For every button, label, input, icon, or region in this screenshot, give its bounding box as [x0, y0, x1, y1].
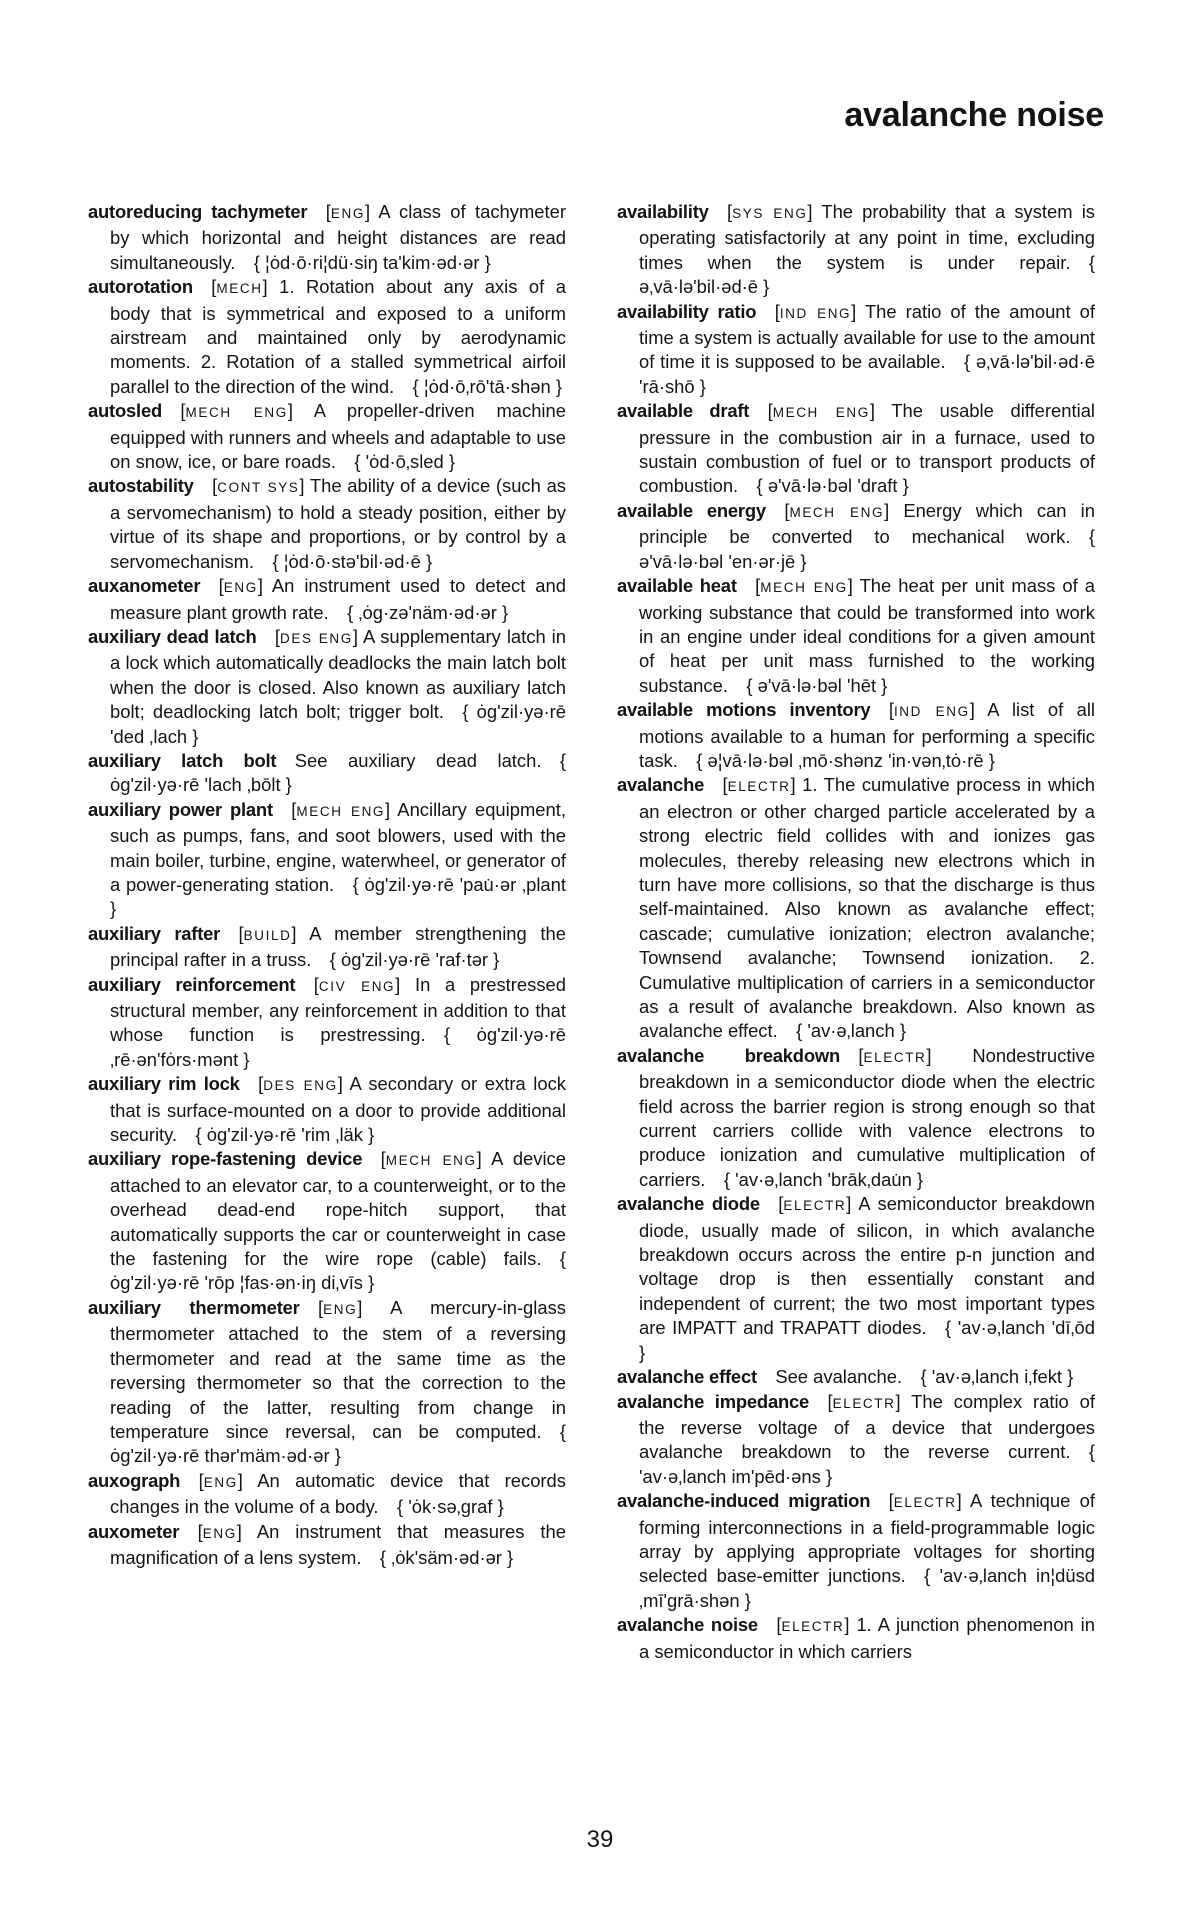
dictionary-entry: auxanometer [ENG] An instrument used to detect and measure plant growth rate. { ‚ȯg·zə'näm·əd·ər } — [88, 575, 566, 623]
entry-definition: A propeller-driven machine equipped with runners and wheels and adaptable to use on snow, ice, or bare roads. — [110, 400, 567, 473]
dictionary-entry: avalanche [ELECTR] 1. The cumulative process in which an electron or other charged particle accelerated by a strong electric field collides with and ionizes gas molecules, thereby releasing new electrons which in turn have more collisions, so that the discharge is thus self-maintained. Also known as avalanche effect; cascade; cumulative ionization; electron avalanche; Townsend avalanche; Townsend ionization. 2. Cumulative multiplication of carriers in a semiconductor as a result of avalanche breakdown. Also known as avalanche effect. { 'av·ə‚lanch } — [617, 774, 1095, 1042]
dictionary-entry: autorotation [MECH] 1. Rotation about any axis of a body that is symmetrical and exposed to a uniform airstream and maintained only by aerodynamic moments. 2. Rotation of a stalled symmetrical airfoil parallel to the direction of the wind. { ¦ȯd·ō‚rō'tā·shən } — [88, 276, 566, 397]
entry-pronunciation: 'av·ə‚lanch in¦düsd ‚mī'grā·shən — [639, 1565, 1095, 1611]
entry-definition: The complex ratio of the reverse voltage of a device that undergoes avalanche breakdown to the reverse current. — [639, 1390, 1095, 1463]
entry-definition: 1. A junction phenomenon in a semiconductor in which carriers — [639, 1614, 1095, 1662]
entry-pronunciation: ə'vā·lə·bəl 'en·ər·jē — [639, 550, 796, 572]
entry-pronunciation: ¦ȯd·ō·ri¦dü·siŋ ta'kim·əd·ər — [265, 251, 480, 273]
entry-pronunciation: 'av·ə‚lanch im'pēd·əns — [639, 1465, 821, 1487]
entry-headword: avalanche — [617, 774, 705, 796]
entry-field: CIV ENG — [318, 978, 396, 994]
entry-headword: available draft — [617, 400, 750, 422]
entry-definition: 1. Rotation about any axis of a body that is symmetrical and exposed to a uniform airstream and maintained only by aerodynamic moments. 2. Rotation of a stalled symmetrical airfoil parallel to the direction of the wind. — [110, 276, 566, 397]
dictionary-entry: auxiliary latch bolt See auxiliary dead latch. { ȯg'zil·yə·rē 'lach ‚bōlt } — [88, 749, 566, 796]
entry-pronunciation: ȯg'zil·yə·rē 'raf·tər — [341, 949, 489, 971]
entry-definition: A class of tachymeter by which horizontal and height distances are read simultaneously. — [110, 201, 566, 273]
entry-definition: An instrument used to detect and measure plant growth rate. — [110, 575, 566, 623]
entry-field: IND ENG — [893, 704, 970, 720]
entry-headword: autosled — [88, 400, 163, 422]
entry-pronunciation: ¦ȯd·ō‚rō'tā·shən — [423, 375, 551, 397]
entry-field: ELECTR — [832, 1395, 896, 1411]
entry-headword: auxometer — [88, 1520, 180, 1542]
entry-pronunciation: 'ȯd·ō‚sled — [365, 451, 444, 473]
entry-pronunciation: 'av·ə‚lanch 'dī‚ōd — [957, 1317, 1095, 1339]
entry-definition: Energy which can in principle be converted to mechanical work. — [639, 499, 1095, 548]
entry-headword: avalanche noise — [617, 1614, 758, 1636]
dictionary-entry: auxiliary dead latch [DES ENG] A supplementary latch in a lock which automatically deadlocks the main latch bolt when the door is closed. Also known as auxiliary latch bolt; deadlocking latch bolt; trigger bolt. { ȯg'zil·yə·rē 'ded ‚lach } — [88, 625, 566, 747]
entry-headword: autostability — [88, 475, 194, 497]
entry-pronunciation: ȯg'zil·yə·rē ‚rē·ən'fȯrs·mənt — [110, 1024, 566, 1070]
entry-headword: avalanche-induced migration — [617, 1490, 871, 1512]
entry-definition: A supplementary latch in a lock which automatically deadlocks the main latch bolt when the door is closed. Also known as auxiliary latch bolt; deadlocking latch bolt; trigger bolt. — [110, 625, 566, 723]
entry-headword: avalanche impedance — [617, 1390, 810, 1412]
right-column — [617, 200, 1095, 1664]
left-column — [88, 200, 566, 1570]
entry-field: MECH ENG — [185, 405, 288, 421]
dictionary-entry: auxiliary power plant [MECH ENG] Ancillary equipment, such as pumps, fans, and soot blowers, used with the main boiler, turbine, engine, waterwheel, or generator of a power-generating station. { ȯg'zil·yə·rē 'pau̇·ər ‚plant } — [88, 798, 566, 920]
entry-headword: auxiliary dead latch — [88, 625, 257, 647]
entry-field: MECH ENG — [296, 803, 386, 819]
entry-pronunciation: 'av·ə‚lanch — [807, 1020, 895, 1042]
entry-headword: auxiliary latch bolt — [88, 749, 277, 771]
dictionary-entry: avalanche noise [ELECTR] 1. A junction phenomenon in a semiconductor in which carriers — [617, 1614, 1095, 1662]
entry-definition: Nondestructive breakdown in a semiconductor diode when the electric field across the barrier region is strong enough so that current carriers collide with valence electrons to produce ionization and cumulative multiplication of carriers. — [639, 1044, 1095, 1190]
entry-definition: A secondary or extra lock that is surface-mounted on a door to provide additional security. — [110, 1073, 567, 1146]
entry-pronunciation: ȯg'zil·yə·rē 'rōp ¦fas·ən·iŋ di‚vīs — [110, 1272, 364, 1294]
entry-pronunciation: ȯg'zil·yə·rē 'lach ‚bōlt — [110, 774, 281, 796]
entry-headword: availability ratio — [617, 300, 757, 322]
entry-pronunciation: ȯg'zil·yə·rē 'pau̇·ər ‚plant — [364, 873, 566, 895]
entry-definition: A technique of forming interconnections in a field-programmable logic array by applying appropriate voltages for shorting selected base-emitter junctions. — [639, 1490, 1095, 1587]
entry-pronunciation: ə¦vā·lə·bəl ‚mō·shənz 'in·vən‚tȯ·rē — [707, 749, 984, 771]
entry-headword: auxiliary rim lock — [88, 1073, 240, 1095]
entry-pronunciation: ə‚vā·lə'bil·əd·ē — [639, 276, 759, 298]
entry-headword: avalanche diode — [617, 1193, 760, 1215]
entry-field: SYS ENG — [732, 206, 808, 221]
entry-field: ENG — [323, 1301, 358, 1317]
dictionary-entry: auxiliary rope-fastening device [MECH ENG] A device attached to an elevator car, to a counterweight, or to the overhead dead-end rope-hitch support, that automatically supports the car or counterweight in case the fastening for the wire rope (cable) fails. { ȯg'zil·yə·rē 'rōp ¦fas·ən·iŋ di‚vīs } — [88, 1148, 566, 1294]
entry-headword: avalanche effect — [617, 1366, 757, 1388]
entry-definition: See auxiliary dead latch. — [294, 749, 542, 771]
entry-field: ELECTR — [727, 779, 791, 795]
dictionary-entry: auxiliary rafter [BUILD] A member strengthening the principal rafter in a truss. { ȯg'zil·yə·rē 'raf·tər } — [88, 922, 566, 971]
dictionary-entry: auxiliary reinforcement [CIV ENG] In a prestressed structural member, any reinforcement in addition to that whose function is prestressing. { ȯg'zil·yə·rē ‚rē·ən'fȯrs·mənt } — [88, 973, 566, 1070]
entry-definition: A member strengthening the principal rafter in a truss. — [110, 922, 566, 971]
entry-pronunciation: 'ȯk·sə‚graf — [408, 1496, 493, 1518]
entry-field: ENG — [223, 580, 258, 596]
entry-headword: auxiliary rafter — [88, 922, 221, 944]
entry-headword: auxiliary rope-fastening device — [88, 1148, 363, 1170]
entry-pronunciation: ə'vā·lə·bəl 'draft — [767, 475, 898, 497]
entry-field: MECH ENG — [760, 580, 848, 596]
entry-pronunciation: ‚ȯk'säm·əd·ər — [391, 1546, 502, 1568]
entry-definition: The ability of a device (such as a servomechanism) to hold a steady position, either by virtue of its shape and proportions, or by control by a servomechanism. — [110, 475, 566, 572]
entry-headword: availability — [617, 201, 709, 222]
entry-pronunciation: ə'vā·lə·bəl 'hēt — [757, 674, 877, 696]
entry-field: MECH ENG — [385, 1153, 477, 1169]
entry-headword: auxograph — [88, 1469, 181, 1491]
entry-definition: The heat per unit mass of a working substance that could be transformed into work in an engine under ideal conditions for a given amount of heat per unit mass furnished to the working substance. — [639, 575, 1095, 696]
dictionary-entry: auxometer [ENG] An instrument that measures the magnification of a lens system. { ‚ȯk'säm·əd·ər } — [88, 1520, 566, 1568]
dictionary-entry: avalanche diode [ELECTR] A semiconductor breakdown diode, usually made of silicon, in which avalanche breakdown occurs across the entire p-n junction and voltage drop is then essentially constant and independent of current; the two most important types are IMPATT and TRAPATT diodes. { 'av·ə‚lanch 'dī‚ōd } — [617, 1193, 1095, 1363]
entry-field: BUILD — [243, 927, 292, 943]
entry-pronunciation: ȯg'zil·yə·rē thər'mäm·əd·ər — [110, 1445, 330, 1467]
entry-field: IND ENG — [779, 305, 852, 321]
entry-headword: auxiliary thermometer — [88, 1296, 300, 1318]
dictionary-entry: auxiliary rim lock [DES ENG] A secondary or extra lock that is surface-mounted on a door to provide additional security. { ȯg'zil·yə·rē 'rim ‚läk } — [88, 1073, 567, 1146]
entry-pronunciation: ə‚vā·lə'bil·əd·ē 'rā·shō — [639, 351, 1095, 397]
entry-field: ELECTR — [781, 1619, 845, 1635]
dictionary-entry: availability ratio [IND ENG] The ratio of the amount of time a system is actually available for use to the amount of time it is supposed to be available. { ə‚vā·lə'bil·əd·ē 'rā·shō } — [617, 300, 1095, 397]
entry-headword: auxanometer — [88, 575, 201, 597]
entry-headword: auxiliary power plant — [88, 798, 273, 820]
entry-headword: avalanche breakdown — [617, 1044, 841, 1066]
entry-definition: Ancillary equipment, such as pumps, fans, and soot blowers, used with the main boiler, turbine, engine, waterwheel, or generator of a power-generating station. — [110, 798, 566, 895]
dictionary-entry: auxiliary thermometer [ENG] A mercury-in-glass thermometer attached to the stem of a reversing thermometer and read at the same time as the reversing thermometer so that the correction to the reading of the latter, resulting from change in temperature since reversal, can be computed. { ȯg'zil·yə·rē thər'mäm·əd·ər } — [88, 1296, 566, 1467]
entry-definition: A mercury-in-glass thermometer attached to the stem of a reversing thermometer and read at the same time as the reversing thermometer so that the correction to the reading of the latter, resulting from change in temperature since reversal, can be computed. — [110, 1296, 566, 1442]
entry-definition: A device attached to an elevator car, to a counterweight, or to the overhead dead-end rope-hitch support, that automatically supports the car or counterweight in case the fastening for the wire rope (cable) fails. — [110, 1148, 566, 1270]
entry-field: ENG — [203, 1474, 238, 1490]
dictionary-entry: available heat [MECH ENG] The heat per unit mass of a working substance that could be transformed into work in an engine under ideal conditions for a given amount of heat per unit mass furnished to the working substance. { ə'vā·lə·bəl 'hēt } — [617, 575, 1095, 696]
entry-field: ENG — [202, 1525, 237, 1541]
entry-definition: The probability that a system is operating satisfactorily at any point in time, excluding times when the system is under repair. — [639, 201, 1095, 273]
entry-definition: The usable differential pressure in the combustion air in a furnace, used to sustain combustion of fuel or to transport products of combustion. — [639, 400, 1096, 497]
entry-field: CONT SYS — [217, 480, 300, 496]
entry-pronunciation: ȯg'zil·yə·rē 'rim ‚läk — [206, 1124, 363, 1146]
entry-pronunciation: ‚ȯg·zə'näm·əd·ər — [358, 601, 497, 623]
dictionary-entry: autoreducing tachymeter [ENG] A class of tachymeter by which horizontal and height distances are read simultaneously. { ¦ȯd·ō·ri¦dü·siŋ ta'kim·əd·ər } — [88, 201, 566, 273]
dictionary-entry: avalanche breakdown [ELECTR] Nondestructive breakdown in a semiconductor diode when the electric field across the barrier region is strong enough so that current carriers collide with valence electrons to produce ionization and cumulative multiplication of carriers. { 'av·ə‚lanch 'brāk‚dau̇n } — [617, 1044, 1095, 1190]
entry-field: MECH — [216, 281, 263, 297]
entry-definition: A list of all motions available to a human for performing a specific task. — [639, 699, 1095, 771]
entry-headword: autorotation — [88, 276, 193, 298]
dictionary-entry: available motions inventory [IND ENG] A list of all motions available to a human for performing a specific task. { ə¦vā·lə·bəl ‚mō·shənz 'in·vən‚tȯ·rē } — [617, 699, 1095, 771]
entry-pronunciation: ¦ȯd·ō·stə'bil·əd·ē — [283, 550, 421, 572]
entry-field: DES ENG — [280, 630, 353, 646]
entry-headword: available motions inventory — [617, 699, 871, 721]
entry-definition: An instrument that measures the magnification of a lens system. — [110, 1520, 566, 1568]
entry-definition: The ratio of the amount of time a system is actually available for use to the amount of time it is supposed to be available. — [639, 300, 1095, 373]
entry-field: ELECTR — [783, 1198, 847, 1214]
entry-pronunciation: 'av·ə‚lanch 'brāk‚dau̇n — [735, 1168, 912, 1190]
entry-field: ELECTR — [893, 1495, 957, 1511]
entry-headword: available energy — [617, 499, 766, 521]
entry-pronunciation: ȯg'zil·yə·rē 'ded ‚lach — [110, 701, 566, 747]
entry-field: ELECTR — [863, 1049, 927, 1065]
dictionary-entry: autostability [CONT SYS] The ability of a device (such as a servomechanism) to hold a steady position, either by virtue of its shape and proportions, or by control by a servomechanism. { ¦ȯd·ō·stə'bil·əd·ē } — [88, 475, 566, 572]
entry-headword: autoreducing tachymeter — [88, 201, 308, 222]
running-head: avalanche noise — [844, 96, 1104, 134]
dictionary-entry: autosled [MECH ENG] A propeller-driven machine equipped with runners and wheels and adaptable to use on snow, ice, or bare roads. { 'ȯd·ō‚sled } — [88, 400, 567, 473]
entry-definition: See avalanche. — [775, 1366, 903, 1388]
dictionary-entry: auxograph [ENG] An automatic device that records changes in the volume of a body. { 'ȯk·sə‚graf } — [88, 1469, 566, 1518]
dictionary-entry: avalanche-induced migration [ELECTR] A technique of forming interconnections in a field-programmable logic array by applying appropriate voltages for shorting selected base-emitter junctions. { 'av·ə‚lanch in¦düsd ‚mī'grā·shən } — [617, 1490, 1095, 1611]
entry-headword: auxiliary reinforcement — [88, 973, 296, 995]
entry-field: ENG — [330, 206, 365, 221]
page-number: 39 — [586, 1826, 614, 1853]
dictionary-entry: availability [SYS ENG] The probability that a system is operating satisfactorily at any point in time, excluding times when the system is under repair. { ə‚vā·lə'bil·əd·ē } — [617, 201, 1095, 298]
dictionary-entry: available energy [MECH ENG] Energy which can in principle be converted to mechanical work. { ə'vā·lə·bəl 'en·ər·jē } — [617, 499, 1095, 572]
entry-pronunciation: 'av·ə‚lanch i‚fekt — [931, 1366, 1063, 1388]
entry-definition: 1. The cumulative process in which an electron or other charged particle accelerated by a strong electric field collides with and ionizes gas molecules, thereby releasing new electrons which in turn have more collisions, so that the discharge is thus self-maintained. Also known as avalanche effect; cascade; cumulative ionization; electron avalanche; Townsend avalanche; Townsend ionization. 2. Cumulative multiplication of carriers in a semiconductor as a result of avalanche breakdown. Also known as avalanche effect. — [639, 774, 1095, 1042]
entry-field: MECH ENG — [789, 504, 885, 520]
dictionary-entry: available draft [MECH ENG] The usable differential pressure in the combustion air in a furnace, used to sustain combustion of fuel or to transport products of combustion. { ə'vā·lə·bəl 'draft } — [617, 400, 1096, 497]
entry-definition: In a prestressed structural member, any reinforcement in addition to that whose function is prestressing. — [110, 973, 566, 1046]
dictionary-entry: avalanche impedance [ELECTR] The complex ratio of the reverse voltage of a device that undergoes avalanche breakdown to the reverse current. { 'av·ə‚lanch im'pēd·əns } — [617, 1390, 1095, 1487]
dictionary-entry: avalanche effect See avalanche. { 'av·ə‚lanch i‚fekt } — [617, 1366, 1074, 1388]
entry-field: DES ENG — [263, 1078, 338, 1094]
entry-definition: An automatic device that records changes in the volume of a body. — [110, 1469, 566, 1518]
entry-headword: available heat — [617, 575, 737, 597]
entry-field: MECH ENG — [772, 405, 870, 421]
entry-definition: A semiconductor breakdown diode, usually made of silicon, in which avalanche breakdown occurs across the entire p-n junction and voltage drop is then essentially constant and independent of current; the two most important types are IMPATT and TRAPATT diodes. — [639, 1193, 1095, 1339]
